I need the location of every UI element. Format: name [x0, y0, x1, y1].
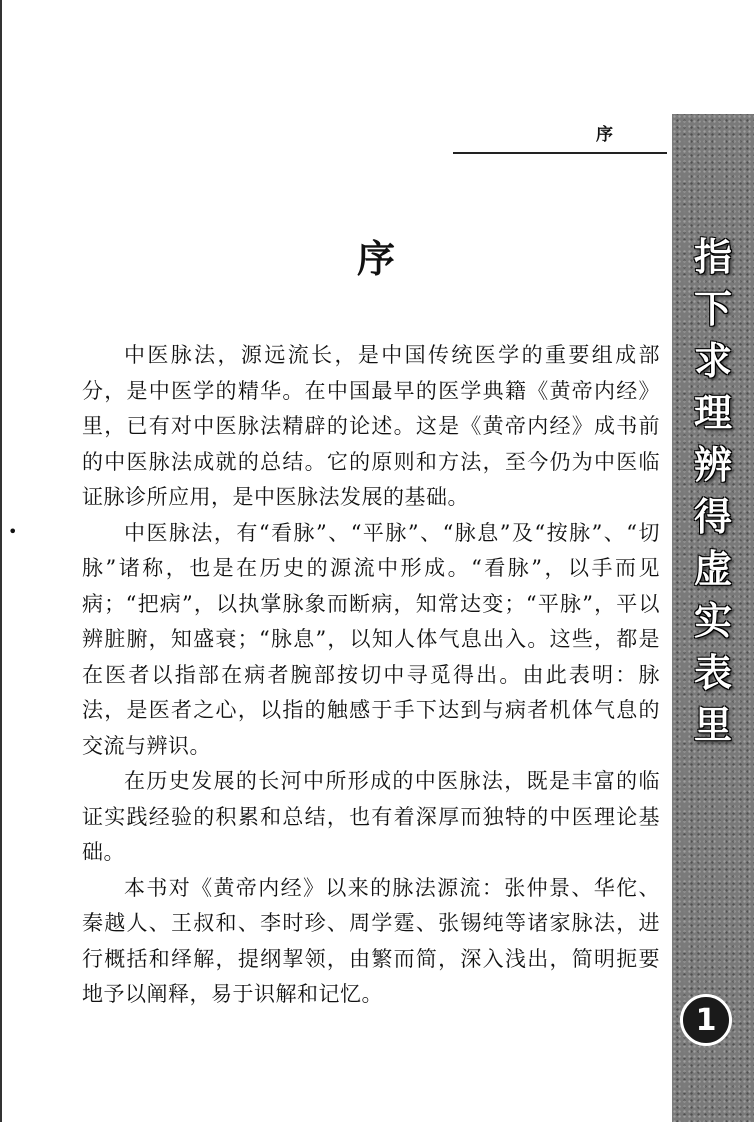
margin-mark: • — [8, 522, 18, 541]
side-thumb-band — [672, 114, 754, 1122]
running-head: 序 — [596, 125, 613, 145]
side-title-char: 下 — [693, 287, 732, 331]
paragraph: 中医脉法，有“看脉”、“平脉”、“脉息”及“按脉”、“切脉”诸称，也是在历史的源流中形成。“看脉”，以手而见病；“把病”，以执掌脉象而断病，知常达变；“平脉”，平以辨脏腑，知盛衰；“脉息”，以知人体气息出入。这些，都是在医者以指部在病者腕部按切中寻觅得出。由此表明：脉法，是医者之心，以指的触感于手下达到与病者机体气息的交流与辨识。 — [82, 520, 660, 758]
side-title-char: 里 — [693, 703, 732, 747]
paragraph: 中医脉法，源远流长，是中国传统医学的重要组成部分，是中医学的精华。在中国最早的医学典籍《黄帝内经》里，已有对中医脉法精辟的论述。这是《黄帝内经》成书前的中医脉法成就的总结。它的原则和方法，至今仍为中医临证脉诊所应用，是中医脉法发展的基础。 — [82, 343, 660, 509]
side-title-char: 指 — [693, 235, 732, 279]
body-text — [82, 338, 660, 1013]
side-book-title — [684, 234, 742, 748]
side-title-char: 求 — [693, 339, 732, 383]
page-left-edge — [0, 0, 2, 1122]
side-title-char: 理 — [693, 391, 732, 435]
paragraph: 本书对《黄帝内经》以来的脉法源流：张仲景、华佗、秦越人、王叔和、李时珍、周学霆、张锡纯等诸家脉法，进行概括和绎解，提纲挈领，由繁而简，深入浅出，简明扼要地予以阐释，易于识解和记忆。 — [82, 875, 660, 1006]
side-title-char: 表 — [693, 651, 732, 695]
side-title-char: 辨 — [693, 443, 732, 487]
page-title: 序 — [356, 236, 397, 281]
page-number: 1 — [680, 994, 732, 1046]
paragraph: 在历史发展的长河中所形成的中医脉法，既是丰富的临证实践经验的积累和总结，也有着深厚而独特的中医理论基础。 — [82, 769, 660, 864]
side-title-char: 得 — [693, 495, 732, 539]
header-rule — [453, 152, 667, 154]
side-title-char: 虚 — [693, 547, 732, 591]
side-title-char: 实 — [693, 599, 732, 643]
